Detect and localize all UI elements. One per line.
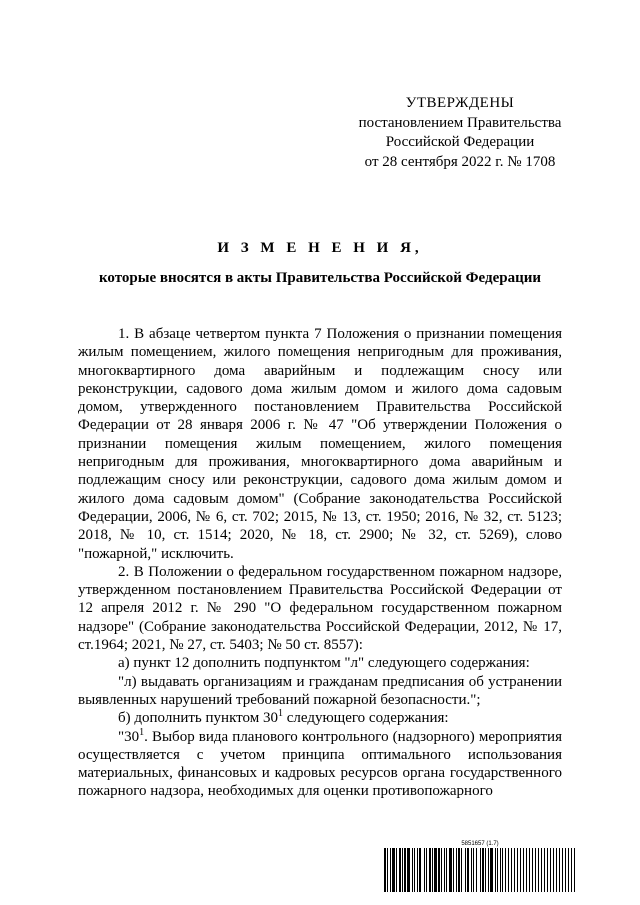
paragraph-30-1-text: . Выбор вида планового контрольного (надзорного) мероприятия осуществляется с учетом принципа оптимального использования материальных, финансовых и кадровых ресурсов органа государственного пожарного надзора, необходимых для оценки противопожарного xyxy=(78,728,562,800)
approval-heading: УТВЕРЖДЕНЫ xyxy=(405,95,515,111)
approval-line-2: Российской Федерации xyxy=(385,134,535,150)
paragraph-2b xyxy=(78,709,562,727)
paragraph-30-1 xyxy=(78,728,562,801)
paragraph-2a: а) пункт 12 дополнить подпунктом "л" следующего содержания: xyxy=(118,655,530,672)
approval-block xyxy=(340,94,580,172)
approval-line-1: постановлением Правительства xyxy=(358,114,562,131)
paragraph-30-1-superscript: 1 xyxy=(139,726,145,738)
document-subtitle: которые вносятся в акты Правительства Российской Федерации xyxy=(98,270,542,286)
paragraph-2b-text: б) дополнить пунктом 30 xyxy=(118,710,278,727)
approval-line-3: от 28 сентября 2022 г. № 1708 xyxy=(364,153,556,170)
barcode-bars xyxy=(384,848,576,892)
document-barcode xyxy=(384,840,576,894)
barcode-number: 5851657 (1.7) xyxy=(461,841,499,847)
paragraph-2b-superscript: 1 xyxy=(277,708,283,720)
paragraph-2: 2. В Положении о федеральном государственном пожарном надзоре, утвержденном постановлением Правительства Российской Федерации от 12 апреля 2012 г. № 290 "О федеральном государственном пожарном надзоре" (Собрание законодательства Российской Федерации, 2012, № 17, ст.1964; 2021, № 27, ст. 5403; № 50 ст. 8557): xyxy=(78,563,562,654)
paragraph-1: 1. В абзаце четвертом пункта 7 Положения о признании помещения жилым помещением, жилого помещения непригодным для проживания, многоквартирного дома аварийным и подлежащим сносу или реконструкции, садового дома жилым домом и жилого дома садовым домом, утвержденного постановлением Правительства Российской Федерации от 28 января 2006 г. № 47 "Об утверждении Положения о признании помещения жилым помещением, жилого помещения непригодным для проживания, многоквартирного дома аварийным и подлежащим сносу или реконструкции, садового дома жилым домом и жилого дома садовым домом" (Собрание законодательства Российской Федерации, 2006, № 6, ст. 702; 2015, № 13, ст. 1950; 2016, № 32, ст. 5123; 2018, № 10, ст. 1514; 2020, № 18, ст. 2900; № 32, ст. 5269), слово "пожарной," исключить. xyxy=(78,326,562,562)
paragraph-2a-quote: "л) выдавать организациям и гражданам предписания об устранении выявленных нарушений требований пожарной безопасности."; xyxy=(78,673,562,708)
paragraph-30-1-number: "30 xyxy=(118,728,140,745)
paragraph-2b-tail: следующего содержания: xyxy=(282,710,449,727)
document-title: И З М Е Н Е Н И Я, xyxy=(217,240,423,256)
document-body xyxy=(78,325,562,801)
